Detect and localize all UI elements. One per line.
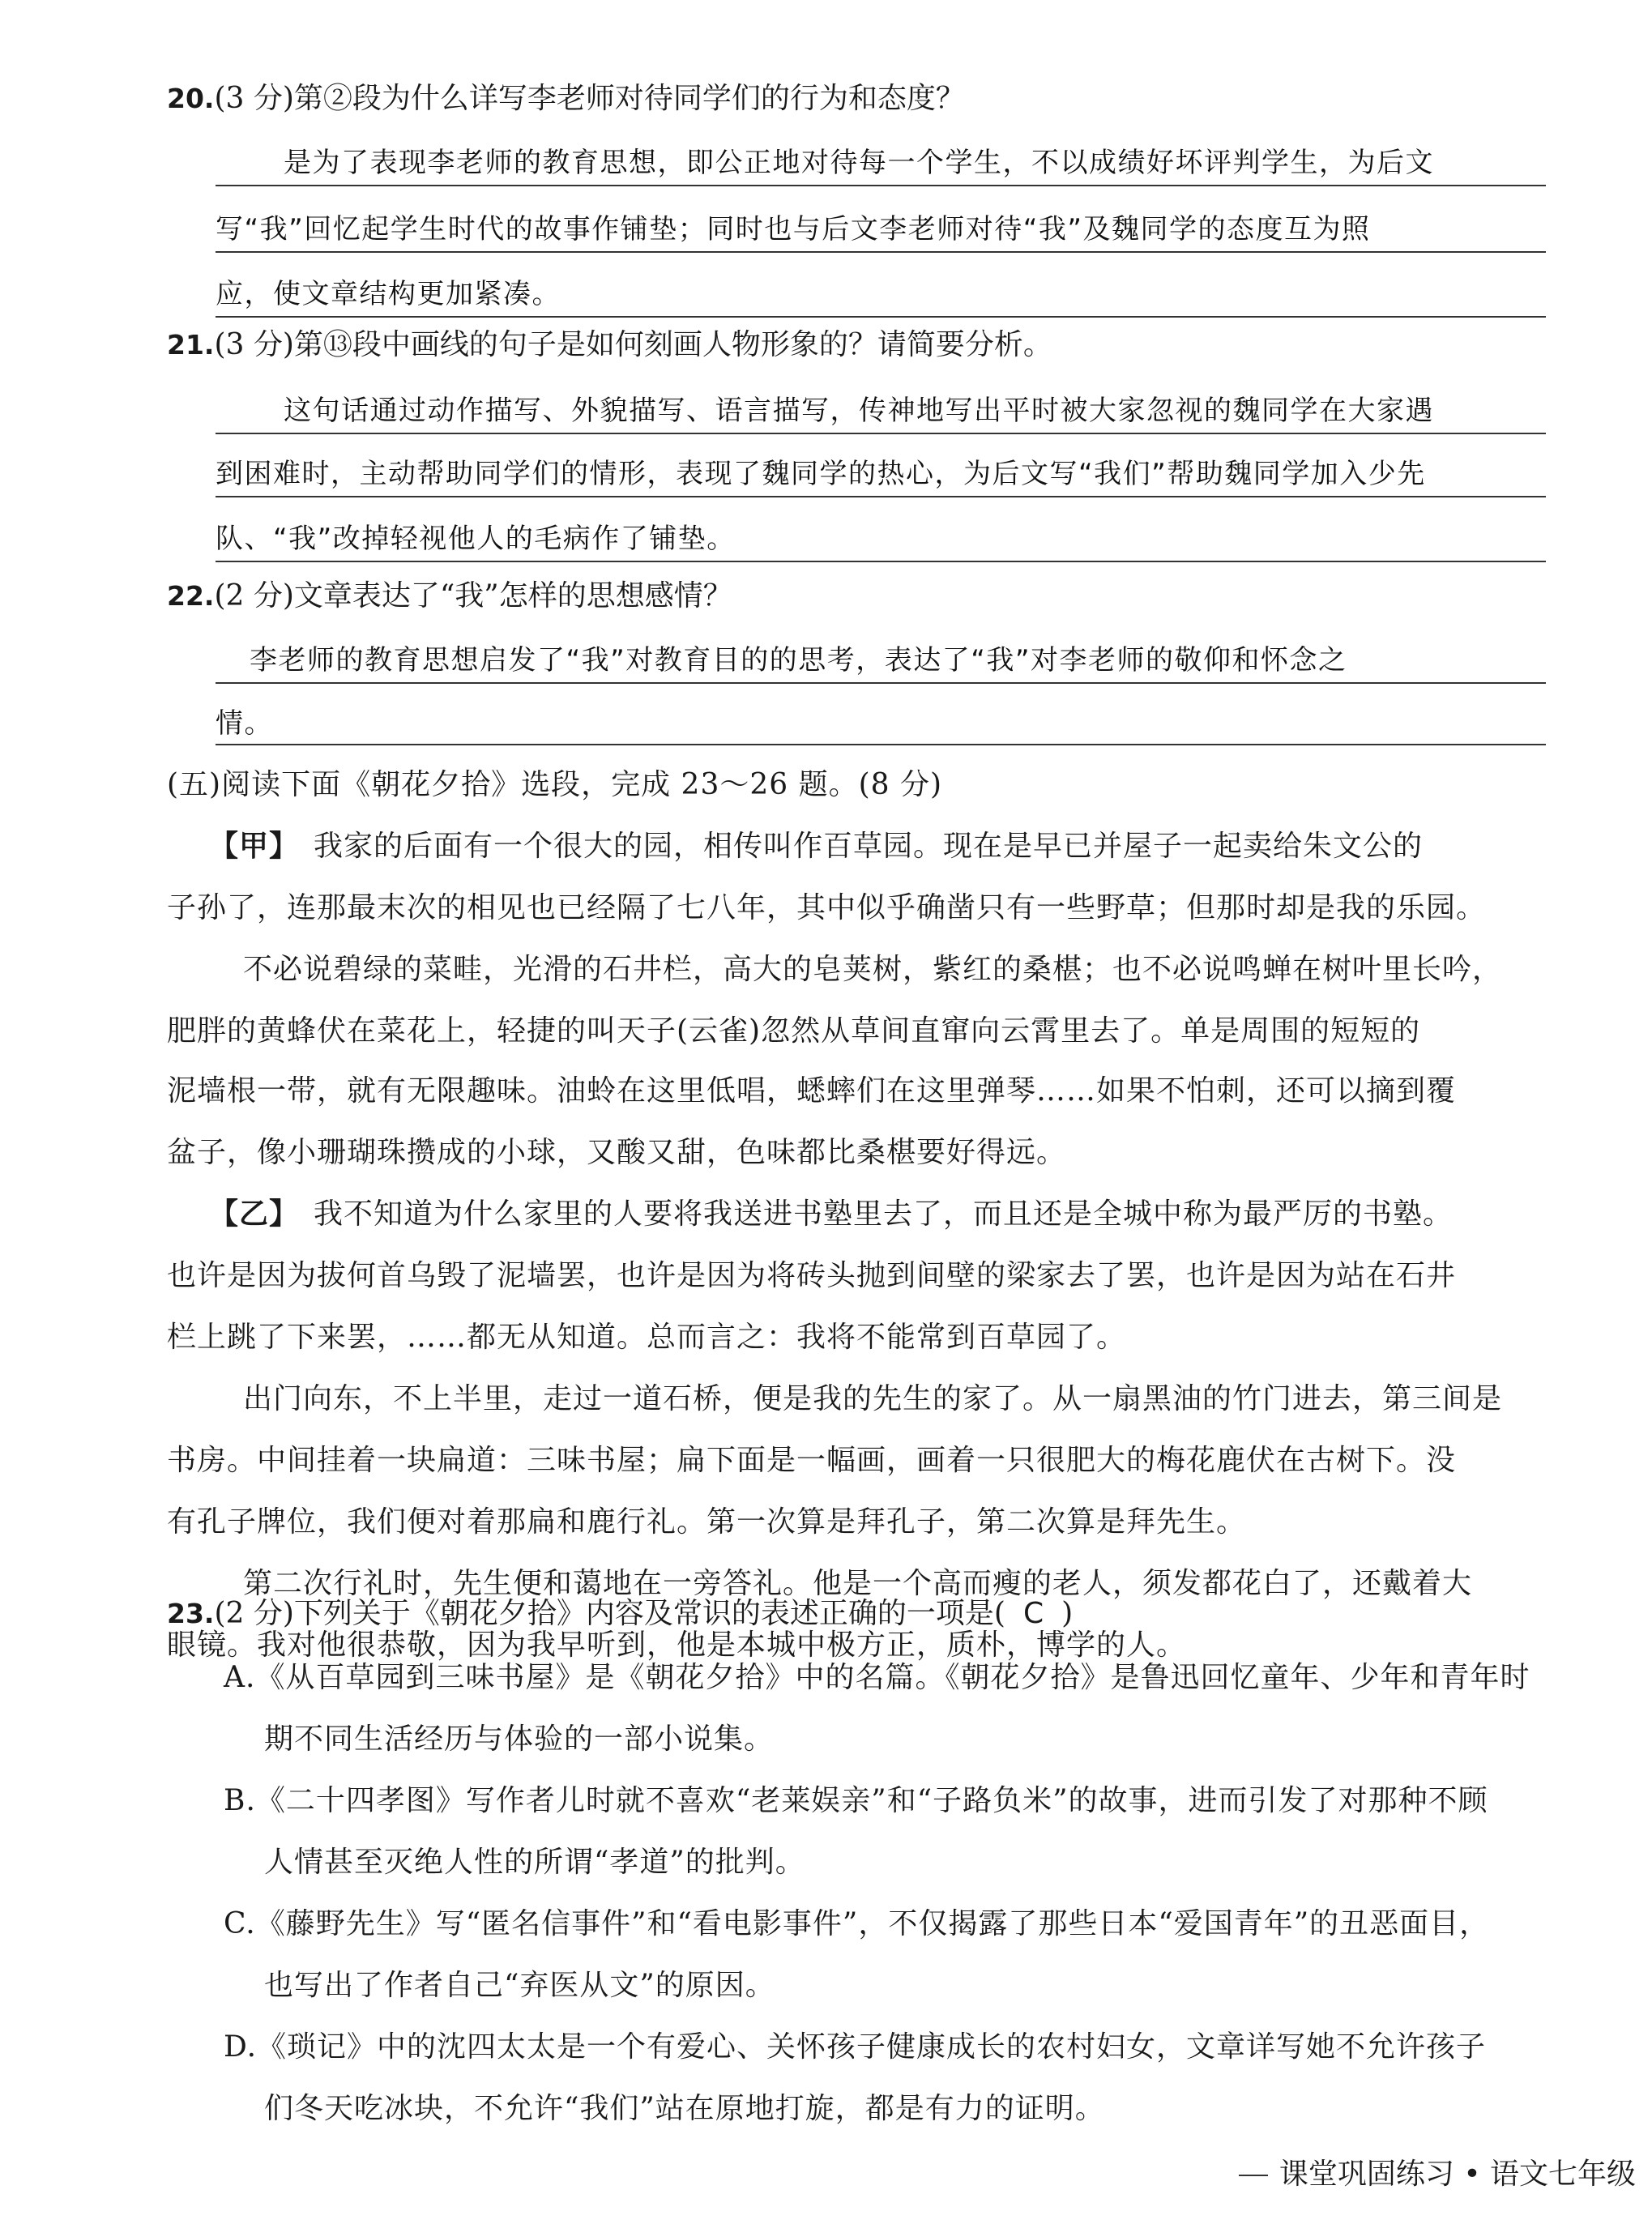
answer-rule [216,561,1546,562]
passage-line: 眼镜。我对他很恭敬，因为我早听到，他是本城中极方正，质朴，博学的人。 [167,1629,1187,1662]
option-b-cont: 人情甚至灭绝人性的所谓“孝道”的批判。 [264,1846,805,1879]
passage-line: 泥墙根一带，就有无限趣味。油蛉在这里低唱，蟋蟀们在这里弹琴……如果不怕刺，还可以摘到覆 [167,1074,1457,1108]
passage-yi-line: 【乙】 我不知道为什么家里的人要将我送进书塾里去了，而且还是全城中称为最严厉的书塾。 [209,1197,1454,1231]
section-heading: (五)阅读下面《朝花夕拾》选段，完成 23～26 题。(8 分) [167,768,943,801]
answer-line: 李老师的教育思想启发了“我”对教育目的的思考，表达了“我”对李老师的敬仰和怀念之 [250,644,1347,677]
answer-rule [216,251,1546,253]
answer-line: 这句话通过动作描写、外貌描写、语言描写，传神地写出平时被大家忽视的魏同学在大家遇 [284,395,1434,427]
answer-rule [216,682,1546,684]
passage-tag-jia: 【甲】 [209,829,300,863]
option-a: A.《从百草园到三味书屋》是《朝花夕拾》中的名篇。《朝花夕拾》是鲁迅回忆童年、少年和青年时 [224,1661,1530,1694]
question-number: 21. [167,329,215,361]
answer-line: 写“我”回忆起学生时代的故事作铺垫；同时也与后文李老师对待“我”及魏同学的态度互为照 [216,213,1371,245]
passage-jia-line: 【甲】 我家的后面有一个很大的园，相传叫作百草园。现在是早已并屋子一起卖给朱文公的 [209,829,1424,863]
answer-rule [216,744,1546,745]
question-22 [167,575,732,617]
option-d: D.《琐记》中的沈四太太是一个有爱心、关怀孩子健康成长的农村妇女，文章详写她不允许孩子 [224,2030,1487,2064]
answer-line: 到困难时，主动帮助同学们的情形，表现了魏同学的热心，为后文写“我们”帮助魏同学加入少先 [216,458,1426,490]
question-stem: (3 分)第②段为什么详写李老师对待同学们的行为和态度？ [214,82,965,115]
passage-tag-yi: 【乙】 [209,1197,300,1231]
selected-answer: C [1022,1597,1044,1630]
passage-line: 栏上跳了下来罢，……都无从知道。总而言之：我将不能常到百草园了。 [167,1321,1127,1354]
question-number: 23. [167,1598,215,1629]
question-stem: (2 分)下列关于《朝花夕拾》内容及常识的表述正确的一项是( [214,1597,1005,1630]
option-c-cont: 也写出了作者自己“弃医从文”的原因。 [264,1969,775,2002]
question-20 [167,78,965,120]
answer-line: 队、“我”改掉轻视他人的毛病作了铺垫。 [216,523,736,555]
passage-line: 子孙了，连那最末次的相见也已经隔了七八年，其中似乎确凿只有一些野草；但那时却是我的乐园。 [167,891,1487,924]
passage-line: 也许是因为拔何首乌毁了泥墙罢，也许是因为将砖头抛到间壁的梁家去了罢，也许是因为站在石井 [167,1259,1457,1292]
option-c: C.《藤野先生》写“匿名信事件”和“看电影事件”，不仅揭露了那些日本“爱国青年”的丑恶面目， [224,1907,1490,1940]
answer-line: 情。 [216,707,273,740]
option-a-cont: 期不同生活经历与体验的一部小说集。 [264,1722,775,1756]
passage-line: 盆子，像小珊瑚珠攒成的小球，又酸又甜，色味都比桑椹要好得远。 [167,1136,1067,1169]
page-footer [1239,2151,1636,2192]
question-number: 22. [167,580,215,612]
option-d-cont: 们冬天吃冰块，不允许“我们”站在原地打旋，都是有力的证明。 [264,2092,1105,2125]
answer-rule [216,433,1546,434]
passage-line: 有孔子牌位，我们便对着那扁和鹿行礼。第一次算是拜孔子，第二次算是拜先生。 [167,1505,1247,1539]
answer-rule [216,496,1546,497]
option-b: B.《二十四孝图》写作者儿时就不喜欢“老莱娱亲”和“子路负米”的故事，进而引发了对那种不顾 [224,1784,1488,1817]
question-stem: (3 分)第⑬段中画线的句子是如何刻画人物形象的？请简要分析。 [214,328,1052,361]
answer-rule [216,185,1546,186]
answer-rule [216,316,1546,318]
question-23: 23.(2 分)下列关于《朝花夕拾》内容及常识的表述正确的一项是( C ) [167,1597,1074,1630]
answer-line: 是为了表现李老师的教育思想，即公正地对待每一个学生，不以成绩好坏评判学生，为后文 [284,147,1434,179]
footer-dash [1239,2175,1268,2176]
question-number: 20. [167,83,215,114]
passage-line: 第二次行礼时，先生便和蔼地在一旁答礼。他是一个高而瘦的老人，须发都花白了，还戴着大 [243,1567,1473,1600]
question-21 [167,324,1052,366]
passage-line: 肥胖的黄蜂伏在菜花上，轻捷的叫天子(云雀)忽然从草间直窜向云霄里去了。单是周围的短短的 [167,1014,1421,1048]
passage-line: 书房。中间挂着一块扁道：三味书屋；扁下面是一幅画，画着一只很肥大的梅花鹿伏在古树下。没 [167,1444,1457,1477]
footer-text: 课堂巩固练习 • 语文七年级 [1278,2158,1636,2191]
passage-line: 不必说碧绿的菜畦，光滑的石井栏，高大的皂荚树，紫红的桑椹；也不必说鸣蝉在树叶里长吟， [243,953,1503,986]
answer-line: 应，使文章结构更加紧凑。 [216,278,561,310]
question-stem: (2 分)文章表达了“我”怎样的思想感情？ [214,579,732,613]
passage-line: 出门向东，不上半里，走过一道石桥，便是我的先生的家了。从一扇黑油的竹门进去，第三间是 [243,1382,1503,1415]
